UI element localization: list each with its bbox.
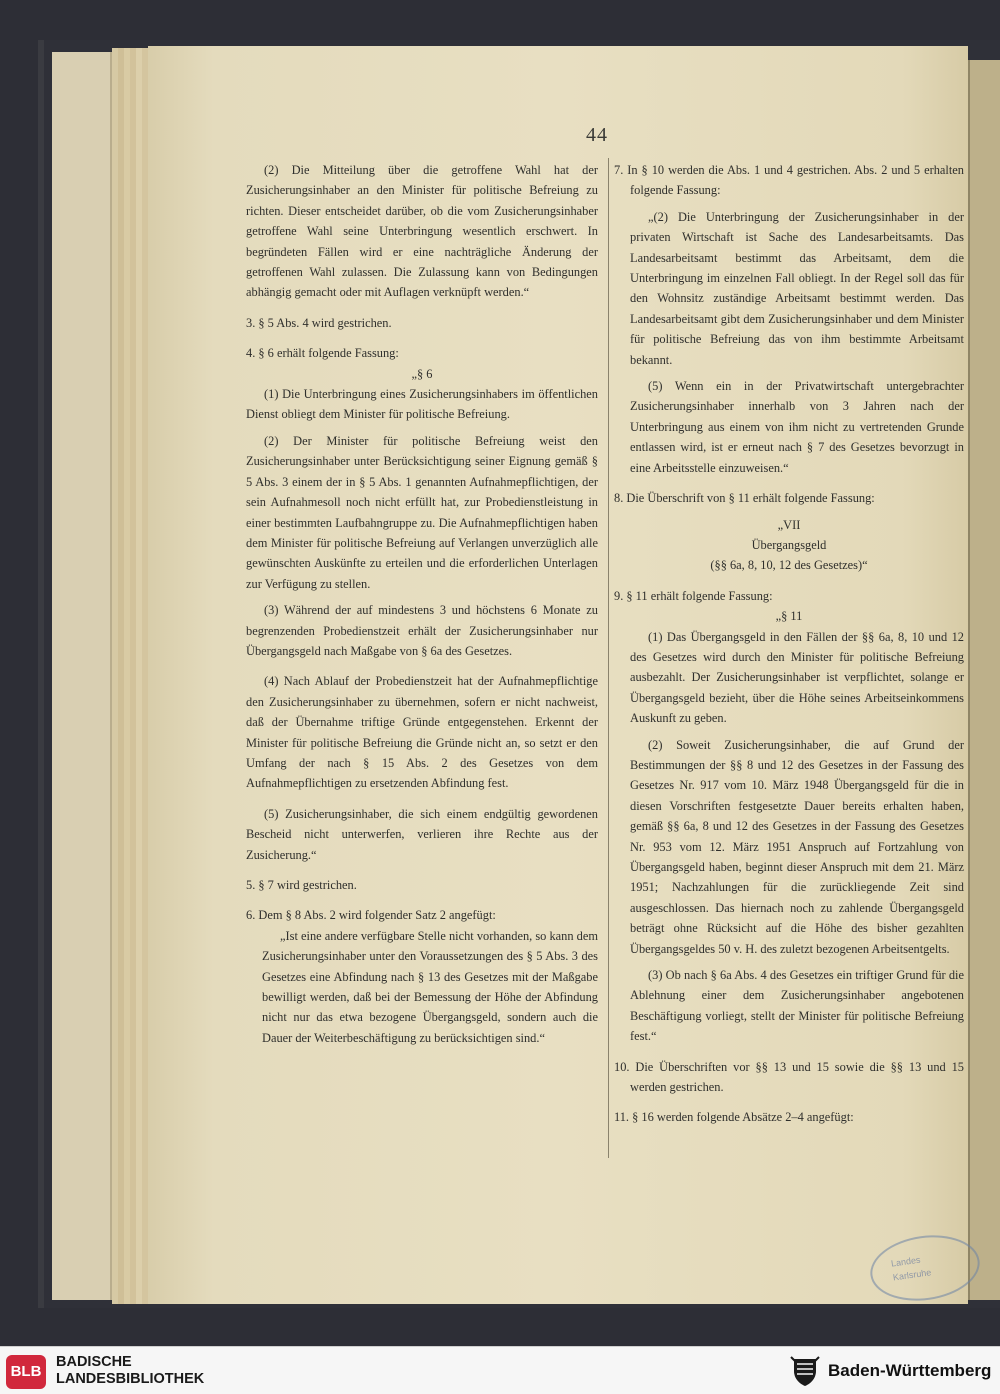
paragraph: (1) Das Übergangsgeld in den Fällen der §§ 6a, 8, 10 und 12 des Gesetzes wird durch den Minister für politische Befreiung ausbezahlt. Der Zusicherungsinhaber ist verpflichtet, solange er Übergangsgeld bezieht, über die Höhe seines Arbeitseinkommens Auskunft zu geben. — [630, 629, 964, 726]
paragraph: (2) Soweit Zusicherungsinhaber, die auf Grund der Bestimmungen der §§ 8 und 12 des Gesetzes in der Fassung des Gesetzes Nr. 917 vom 10. März 1948 Übergangsgeld für die in diesen Vorschriften festgesetzte Dauer bereits erhalten haben, gemäß §§ 6a, 8 und 12 des Gesetzes in der Fassung des Gesetzes Nr. 953 vom 12. März 1951 Anspruch auf Fortzahlung von Übergangsgeld haben, beginnt dieser Anspruch mit dem 21. März 1951; Nachzahlungen für die zurückliegende Zeit sind ausgeschlossen. Das hiernach noch zu zahlende Übergangsgeld beträgt ohne Rücksicht auf die Höhe des bisher gezahlten Übergangsgeldes 50 v. H. des zuletzt bezogenen Arbeitsentgelts. — [630, 737, 964, 956]
library-name[interactable] — [56, 1354, 204, 1388]
right-column — [614, 160, 964, 1128]
column-divider — [608, 158, 609, 1158]
page-number: 44 — [586, 124, 608, 146]
list-item: 8. Die Überschrift von § 11 erhält folgende Fassung: — [614, 491, 875, 506]
list-item: 7. In § 10 werden die Abs. 1 und 4 gestrichen. Abs. 2 und 5 erhalten folgende Fassung: — [614, 163, 964, 198]
list-item: 5. § 7 wird gestrichen. — [246, 878, 357, 892]
section-heading: (§§ 6a, 8, 10, 12 des Gesetzes)“ — [710, 558, 868, 573]
list-item: 9. § 11 erhält folgende Fassung: — [614, 588, 773, 603]
library-name-line1: BADISCHE — [56, 1354, 132, 1370]
stamp-text: Landes — [890, 1254, 922, 1269]
left-column — [246, 160, 598, 1048]
section-heading: „§ 6 — [411, 366, 433, 381]
blb-logo[interactable]: BLB — [6, 1355, 46, 1389]
paragraph: (2) Der Minister für politische Befreiung weist den Zusicherungsinhaber unter Berücksichtigung seiner Eignung gemäß § 5 Abs. 3 einem der in § 5 Abs. 1 genannten Aufnahmepflichtigen, der sein Aufnahmesoll noch nicht erfüllt hat, zur Probedienstleistung in einer bestimmten Laufbahngruppe zu. Die Aufnahmepflichtigen haben dem Minister für politische Befreiung auf Verlangen unverzüglich alle gewünschten Auskünfte zu erteilen und die erforderlichen Unterlagen zur Verfügung zu stellen. — [246, 433, 598, 591]
state-name[interactable]: Baden-Württemberg — [828, 1361, 992, 1380]
stamp-text: Karlsruhe — [892, 1267, 932, 1283]
list-item: 10. Die Überschriften vor §§ 13 und 15 sowie die §§ 13 und 15 werden gestrichen. — [614, 1059, 964, 1095]
section-heading: Übergangsgeld — [751, 537, 827, 552]
paragraph: (1) Die Unterbringung eines Zusicherungsinhabers im öffentlichen Dienst obliegt dem Minister für politische Befreiung. — [246, 387, 598, 422]
list-item: 3. § 5 Abs. 4 wird gestrichen. — [246, 315, 392, 330]
book-back-pages — [52, 52, 112, 1300]
paragraph: (5) Zusicherungsinhaber, die sich einem endgültig gewordenen Bescheid nicht unterwerfen, verlieren ihre Rechte aus der Zusicherung.“ — [246, 806, 598, 862]
section-heading: „§ 11 — [775, 609, 803, 624]
paragraph: „(2) Die Unterbringung der Zusicherungsinhaber in der privaten Wirtschaft ist Sache des Landesarbeitsamts. Das Landesarbeitsamt bestimmt das Arbeitsamt, dem die Unterbringung im einzelnen Fall obliegt. In der Regel soll das für den Wohnsitz zuständige Arbeitsamt bestimmt werden. Das Landesarbeitsamt gibt dem Zusicherungsinhaber und dem Minister für politische Befreiung das von ihm bestimmte Arbeitsamt bekannt. — [630, 209, 964, 367]
list-item: 6. Dem § 8 Abs. 2 wird folgender Satz 2 angefügt: — [246, 908, 496, 923]
list-item: 4. § 6 erhält folgende Fassung: — [246, 346, 399, 361]
paragraph: (5) Wenn ein in der Privatwirtschaft untergebrachter Zusicherungsinhaber innerhalb von 3 Jahren nach der Unterbringung aus einem von ihm nicht zu vertretenden Grunde entlassen wird, ist er erneut nach § 7 des Gesetzes bevorzugt in eine Arbeitsstelle einzuweisen.“ — [630, 379, 964, 475]
section-heading: „VII — [777, 517, 801, 532]
paragraph: (2) Die Mitteilung über die getroffene Wahl hat der Zusicherungsinhaber an den Minister für politische Befreiung zu richten. Dieser entscheidet darüber, ob die vom Zusicherungsinhaber getroffene Wahl seine Unterbringung wesentlich erschwert. In begründeten Fällen wird er eine nachträgliche Änderung der getroffenen Wahl zulassen. Die Zulassung kann von Bedingungen abhängig gemacht oder mit Auflagen verknüpft werden.“ — [246, 163, 598, 300]
coat-of-arms-icon — [790, 1355, 820, 1389]
footer-bar — [0, 1346, 1000, 1394]
paragraph: (4) Nach Ablauf der Probedienstzeit hat der Aufnahmepflichtige den Zusicherungsinhaber zu übernehmen, sofern er nicht nachweist, daß der Übernahme triftige Gründe entgegenstehen. Erkennt der Minister für politische Befreiung die Gründe nicht an, so setzt er den Umfang der nach § 15 Abs. 2 des Gesetzes von dem Aufnahmepflichtigen zu ersetzenden Abfindung fest. — [246, 674, 598, 791]
next-page-edge — [966, 60, 1000, 1300]
library-name-line2: LANDESBIBLIOTHEK — [56, 1371, 205, 1387]
paragraph: (3) Während der auf mindestens 3 und höchstens 6 Monate zu begrenzenden Probedienstzeit erhält der Zusicherungsinhaber nur Übergangsgeld nach Maßgabe von § 6a des Gesetzes. — [246, 603, 598, 658]
paragraph: (3) Ob nach § 6a Abs. 4 des Gesetzes ein triftiger Grund für die Ablehnung einer dem Zusicherungsinhaber angebotenen Beschäftigung vorliegt, stellt der Minister für politische Befreiung fest.“ — [630, 968, 964, 1044]
quote: „Ist eine andere verfügbare Stelle nicht vorhanden, so kann dem Zusicherungsinhaber unter den Voraussetzungen des § 5 Abs. 3 des Gesetzes eine Abfindung nach § 13 des Gesetzes mit der Maßgabe bewilligt werden, daß bei der Bemessung der Höhe der Abfindung nicht nur das etwa bezogene Übergangsgeld, sondern auch die Dauer der Weiterbeschäftigung zu berücksichtigen sind.“ — [262, 928, 598, 1045]
list-item: 11. § 16 werden folgende Absätze 2–4 angefügt: — [614, 1110, 854, 1125]
